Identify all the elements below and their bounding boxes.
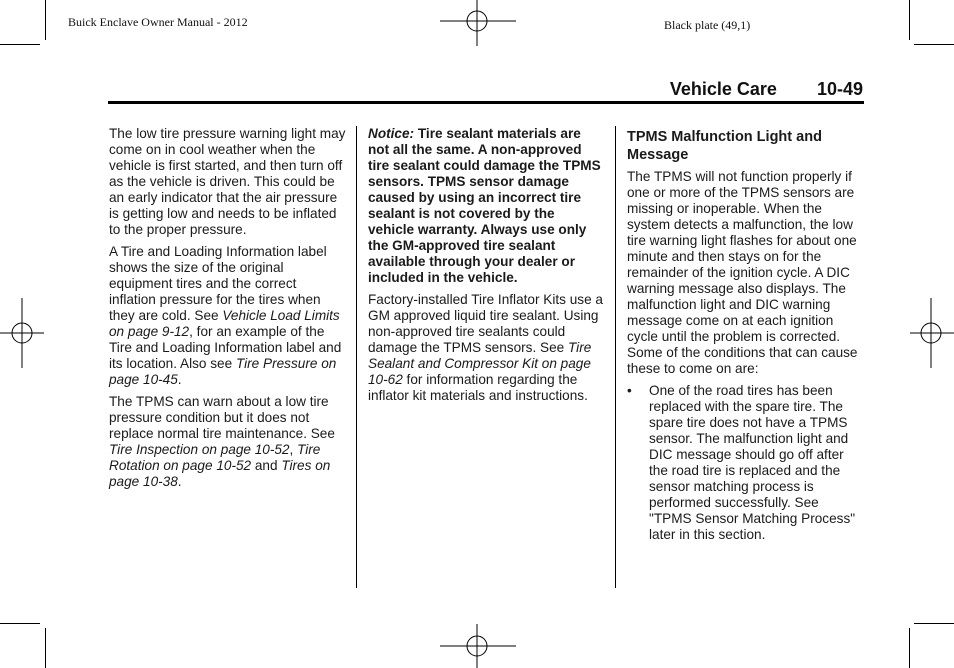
notice-label: Notice: [368, 126, 415, 141]
crop-mark [909, 0, 910, 40]
column-3 [627, 126, 865, 543]
crop-mark [914, 623, 954, 624]
bullet-marker: • [627, 383, 632, 398]
paragraph: A Tire and Loading Information label shows the size of the original equipment tires and the correct inflation pressure for the tires when they are cold. See Vehicle Load Limits on page 9-12, for an example of the Tire and Loading Information label and its location. Also see Tire Pressure on page 10-45. [109, 244, 342, 387]
column-2 [368, 126, 604, 410]
paragraph: The TPMS can warn about a low tire pressure condition but it does not replace normal tire maintenance. See Tire Inspection on page 10-52, Tire Rotation on page 10-52 and Tires on page 10-38. [109, 394, 335, 489]
cross-reference-link[interactable]: Tires on page 10-38 [109, 458, 331, 489]
cross-reference-link[interactable]: Tire Rotation on page 10-52 [109, 442, 321, 473]
crop-mark [45, 628, 46, 668]
plate-label: Black plate (49,1) [664, 18, 751, 32]
crop-mark [45, 0, 46, 40]
column-1 [109, 126, 347, 496]
cross-reference-link[interactable]: Vehicle Load Limits on page 9-12 [109, 308, 340, 339]
manual-title: Buick Enclave Owner Manual - 2012 [68, 15, 248, 29]
registration-mark-left [0, 298, 46, 368]
header-rule [108, 101, 864, 104]
paragraph: The TPMS will not function properly if one or more of the TPMS sensors are missing or inoperable. When the system detects a malfunction, the low tire warning light flashes for about one minute and then stays on for the remainder of the ignition cycle. A DIC warning message also displays. The malfunction light and DIC warning message come on at each ignition cycle until the problem is corrected. Some of the conditions that can cause these to come on are: [627, 169, 858, 376]
crop-mark [0, 623, 40, 624]
column-divider [356, 126, 357, 588]
crop-mark [0, 44, 40, 45]
cross-reference-link[interactable]: Tire Inspection on page 10-52 [109, 442, 290, 457]
list-item-text: One of the road tires has been replaced with the spare tire. The spare tire does not have a TPMS sensor. The malfunction light and DIC message should go off after the road tire is replaced and the sensor matching process is performed successfully. See "TPMS Sensor Matching Process" later in this section. [649, 383, 856, 542]
section-heading: TPMS Malfunction Light and Message [627, 129, 822, 163]
paragraph: Factory-installed Tire Inflator Kits use a GM approved liquid tire sealant. Using non-approved tire sealants could damage the TPMS sensors. See Tire Sealant and Compressor Kit on page 10-62 for information regarding the inflator kit materials and instructions. [368, 292, 603, 403]
cross-reference-link[interactable]: Tire Sealant and Compressor Kit on page 10-62 [368, 340, 592, 387]
column-divider [615, 126, 616, 588]
notice-block: Notice: Tire sealant materials are not all the same. A non-approved tire sealant could damage the TPMS sensors. TPMS sensor damage caused by using an incorrect tire sealant is not covered by the vehicle warranty. Always use only the GM-approved tire sealant available through your dealer or included in the vehicle. [368, 126, 601, 285]
page-header [670, 79, 863, 100]
crop-mark [909, 628, 910, 668]
paragraph: The low tire pressure warning light may come on in cool weather when the vehicle is first started, and then turn off as the vehicle is driven. This could be an early indicator that the air pressure is getting low and needs to be inflated to the proper pressure. [109, 126, 346, 237]
section-title: Vehicle Care [669, 79, 777, 99]
crop-mark [914, 44, 954, 45]
registration-mark-right [908, 298, 954, 368]
list-item [627, 383, 865, 543]
registration-mark-bottom [440, 622, 516, 668]
cross-reference-link[interactable]: Tire Pressure on page 10-45 [109, 356, 337, 387]
page-number: 10-49 [816, 79, 863, 99]
registration-mark-top [440, 0, 516, 48]
